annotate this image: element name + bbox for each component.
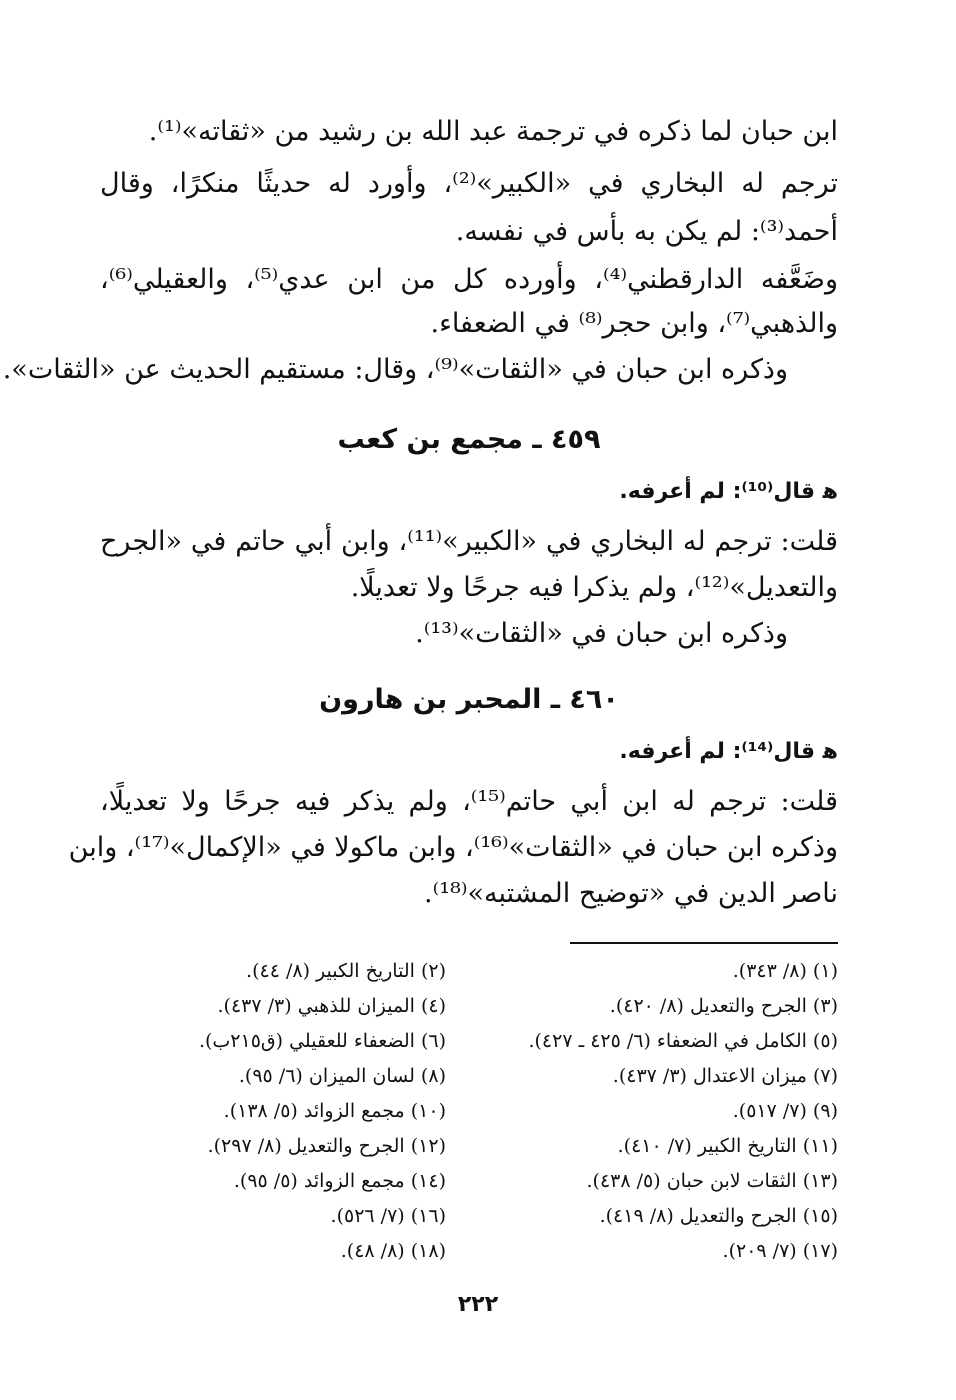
- footnote-4: (٤) الميزان للذهبي (٣/ ٤٣٧).: [217, 995, 446, 1017]
- entry-460-line-3: ناصر الدين في «توضيح المشتبه»⁽¹⁸⁾.: [424, 878, 838, 909]
- footnote-17: (١٧) (٧/ ٢٠٩).: [722, 1240, 838, 1262]
- footnote-16: (١٦) (٧/ ٥٢٦).: [330, 1205, 446, 1227]
- footnote-8: (٨) لسان الميزان (٦/ ٩٥).: [238, 1065, 446, 1087]
- footnote-1: (١) (٨/ ٣٤٣).: [732, 960, 838, 982]
- footnote-12: (١٢) الجرح والتعديل (٨/ ٢٩٧).: [207, 1135, 446, 1157]
- footnote-3: (٣) الجرح والتعديل (٨/ ٤٢٠).: [609, 995, 838, 1017]
- footnote-14: (١٤) مجمع الزوائد (٥/ ٩٥).: [233, 1170, 446, 1192]
- footnote-13: (١٣) الثقات لابن حبان (٥/ ٤٣٨).: [586, 1170, 838, 1192]
- footnote-6: (٦) الضعفاء للعقيلي (ق٢١٥ب).: [198, 1030, 446, 1052]
- entry-460-heading: ٤٦٠ ـ المحبر بن هارون: [319, 684, 619, 715]
- entry-459-said: ﻫ قال⁽¹⁰⁾: لم أعرفه.: [619, 479, 838, 504]
- footnote-9: (٩) (٧/ ٥١٧).: [732, 1100, 838, 1122]
- footnote-11: (١١) التاريخ الكبير (٧/ ٤١٠).: [617, 1135, 838, 1157]
- body-line-5: والذهبي⁽⁷⁾، وابن حجر⁽⁸⁾ في الضعفاء.: [430, 308, 838, 339]
- body-line-6: وذكره ابن حبان في «الثقات»⁽⁹⁾، وقال: مستقيم الحديث عن «الثقات».: [2, 354, 788, 385]
- entry-459-line-2: والتعديل»⁽¹²⁾، ولم يذكرا فيه جرحًا ولا تعديلًا.: [350, 572, 838, 603]
- body-line-1: ابن حبان لما ذكره في ترجمة عبد الله بن رشيد من «ثقاته»⁽¹⁾.: [148, 116, 838, 147]
- entry-460-said: ﻫ قال⁽¹⁴⁾: لم أعرفه.: [619, 739, 838, 764]
- footnote-5: (٥) الكامل في الضعفاء (٦/ ٤٢٥ ـ ٤٢٧).: [528, 1030, 838, 1052]
- entry-460-line-2: وذكره ابن حبان في «الثقات»⁽¹⁶⁾، وابن ماكولا في «الإكمال»⁽¹⁷⁾، وابن: [68, 832, 838, 863]
- body-line-4: وضَعَّفه الدارقطني⁽⁴⁾، وأورده كل من ابن عدي⁽⁵⁾، والعقيلي⁽⁶⁾،: [100, 264, 838, 295]
- entry-459-heading: ٤٥٩ ـ مجمع بن كعب: [337, 424, 601, 455]
- entry-459-line-3: وذكره ابن حبان في «الثقات»⁽¹³⁾.: [415, 618, 788, 649]
- page-number: ٢٢٢: [457, 1292, 499, 1317]
- footnote-10: (١٠) مجمع الزوائد (٥/ ١٣٨).: [223, 1100, 446, 1122]
- body-line-3: أحمد⁽³⁾: لم يكن به بأس في نفسه.: [455, 216, 838, 247]
- body-line-2: ترجم له البخاري في «الكبير»⁽²⁾، وأورد له حديثًا منكرًا، وقال: [100, 168, 839, 199]
- entry-459-line-1: قلت: ترجم له البخاري في «الكبير»⁽¹¹⁾، وابن أبي حاتم في «الجرح: [100, 526, 838, 557]
- footnote-divider: [570, 942, 838, 944]
- footnote-15: (١٥) الجرح والتعديل (٨/ ٤١٩).: [599, 1205, 838, 1227]
- footnote-2: (٢) التاريخ الكبير (٨/ ٤٤).: [246, 960, 446, 982]
- entry-460-line-1: قلت: ترجم له ابن أبي حاتم⁽¹⁵⁾، ولم يذكر فيه جرحًا ولا تعديلًا،: [100, 786, 838, 817]
- footnote-18: (١٨) (٨/ ٤٨).: [340, 1240, 446, 1262]
- footnote-7: (٧) ميزان الاعتدال (٣/ ٤٣٧).: [612, 1065, 838, 1087]
